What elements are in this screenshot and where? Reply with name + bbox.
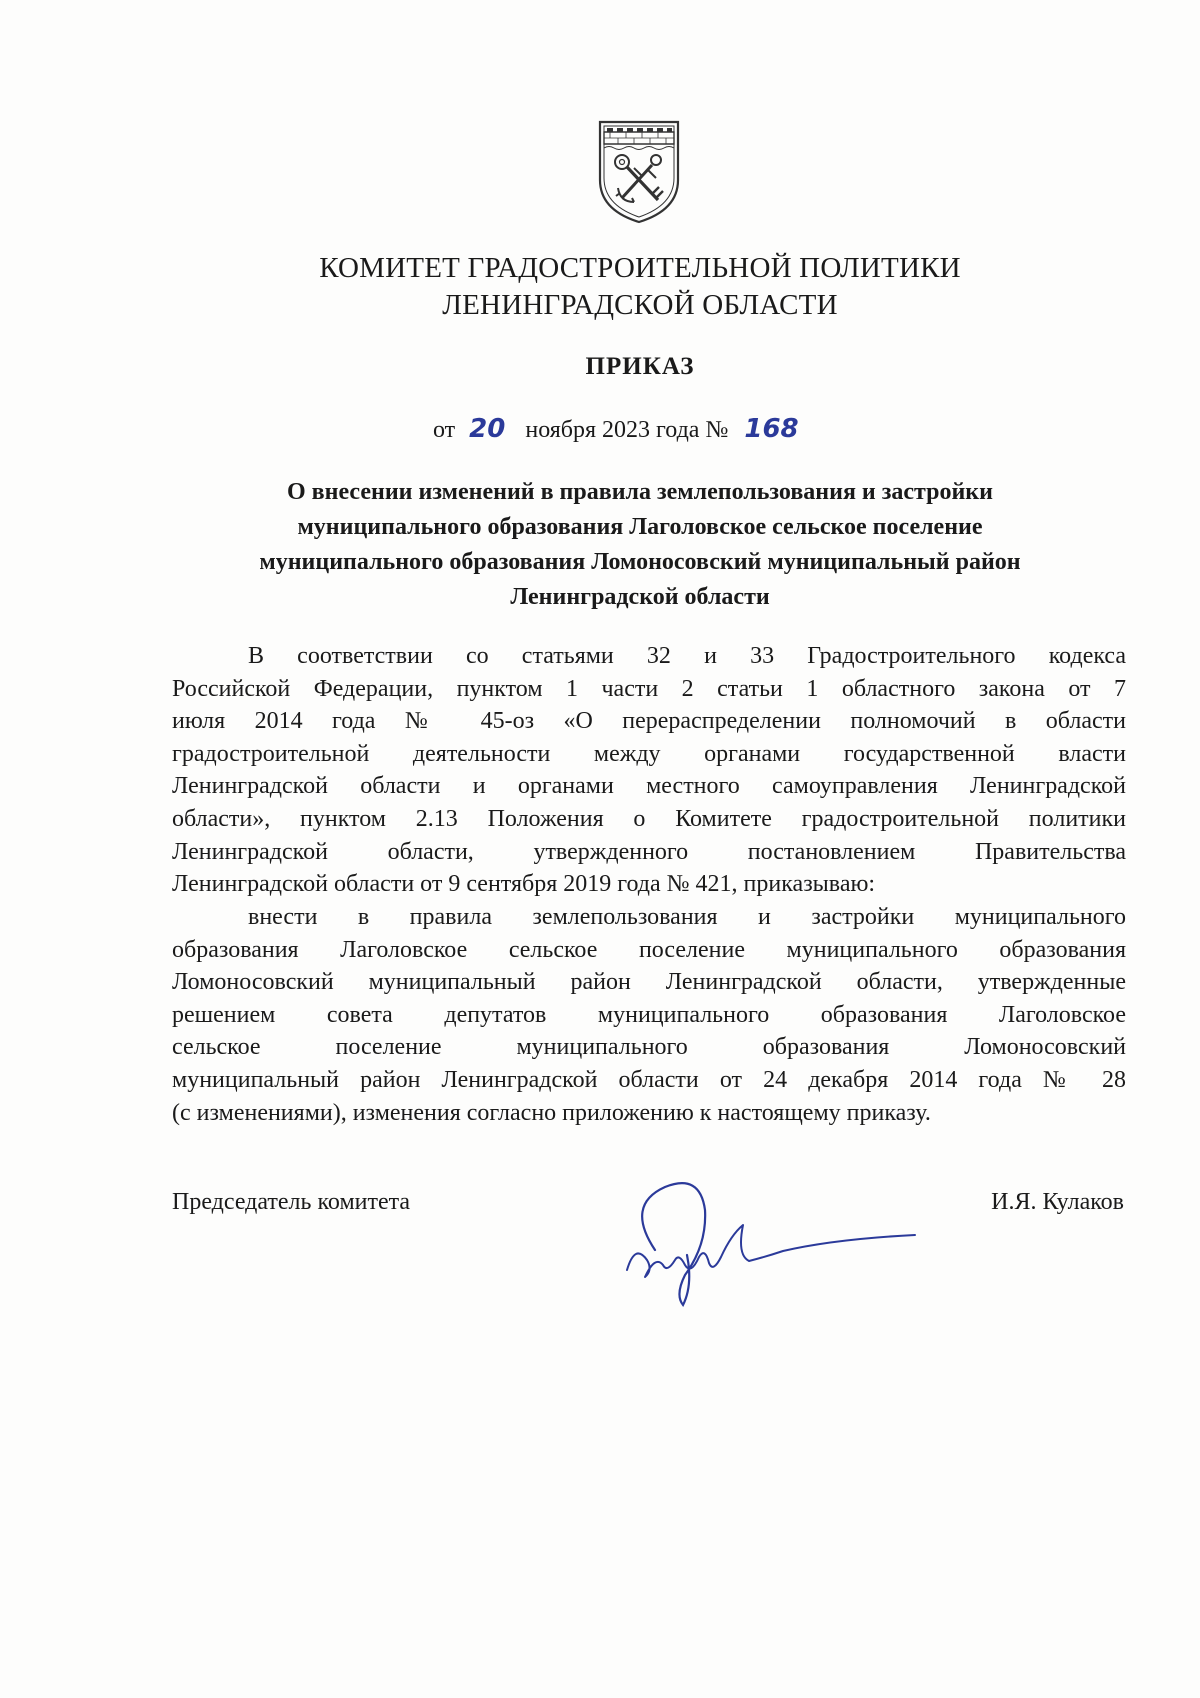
document-title: ПРИКАЗ (585, 353, 695, 380)
date-middle: ноября 2023 года № (525, 417, 729, 443)
body-line: Ломоносовский муниципальный район Ленинградской области, утвержденные (172, 969, 1126, 996)
body-line: образования Лаголовское сельское поселение муниципального образования (172, 936, 1126, 963)
body-line: июля 2014 года № 45-оз «О перераспределении полномочий в области (172, 708, 1126, 735)
subject-line: О внесении изменений в правила землепользования и застройки (287, 479, 993, 505)
date-prefix: от (433, 417, 456, 443)
subject-line: муниципального образования Лаголовское сельское поселение (297, 514, 983, 540)
body-line: (с изменениями), изменения согласно приложению к настоящему приказу. (172, 1099, 931, 1126)
body-line: градостроительной деятельности между органами государственной власти (172, 740, 1126, 767)
org-name-line1: КОМИТЕТ ГРАДОСТРОИТЕЛЬНОЙ ПОЛИТИКИ (319, 252, 961, 284)
handwritten-signature-icon (615, 1165, 925, 1315)
signatory-position: Председатель комитета (172, 1189, 411, 1215)
body-line: Ленинградской области и органами местного самоуправления Ленинградской (172, 773, 1126, 800)
order-subject (160, 475, 1120, 615)
handwritten-order-number: 168 (744, 414, 799, 444)
body-paragraph-2 (172, 901, 1126, 1129)
body-line: решением совета депутатов муниципального образования Лаголовское (172, 1001, 1126, 1028)
subject-line: Ленинградской области (510, 584, 770, 610)
body-line: сельское поселение муниципального образования Ломоносовский (172, 1034, 1126, 1061)
body-line: Ленинградской области от 9 сентября 2019 года № 421, приказываю: (172, 871, 876, 898)
order-date-line (433, 414, 799, 444)
body-line: области», пунктом 2.13 Положения о Комитете градостроительной политики (172, 805, 1126, 832)
subject-line: муниципального образования Ломоносовский муниципальный район (259, 549, 1021, 575)
body-line: Ленинградской области, утвержденного постановлением Правительства (172, 838, 1126, 865)
body-paragraph-1 (172, 640, 1126, 901)
body-line: внести в правила землепользования и застройки муниципального (248, 904, 1126, 930)
body-line: В соответствии со статьями 32 и 33 Градостроительного кодекса (248, 643, 1126, 669)
body-line: муниципальный район Ленинградской области от 24 декабря 2014 года № 28 (172, 1066, 1126, 1093)
body-line: Российской Федерации, пунктом 1 части 2 статьи 1 областного закона от 7 (172, 675, 1126, 702)
signatory-name: И.Я. Кулаков (991, 1189, 1124, 1215)
coat-of-arms-icon (596, 118, 682, 226)
handwritten-day: 20 (469, 414, 506, 444)
org-name-line2: ЛЕНИНГРАДСКОЙ ОБЛАСТИ (442, 289, 838, 321)
